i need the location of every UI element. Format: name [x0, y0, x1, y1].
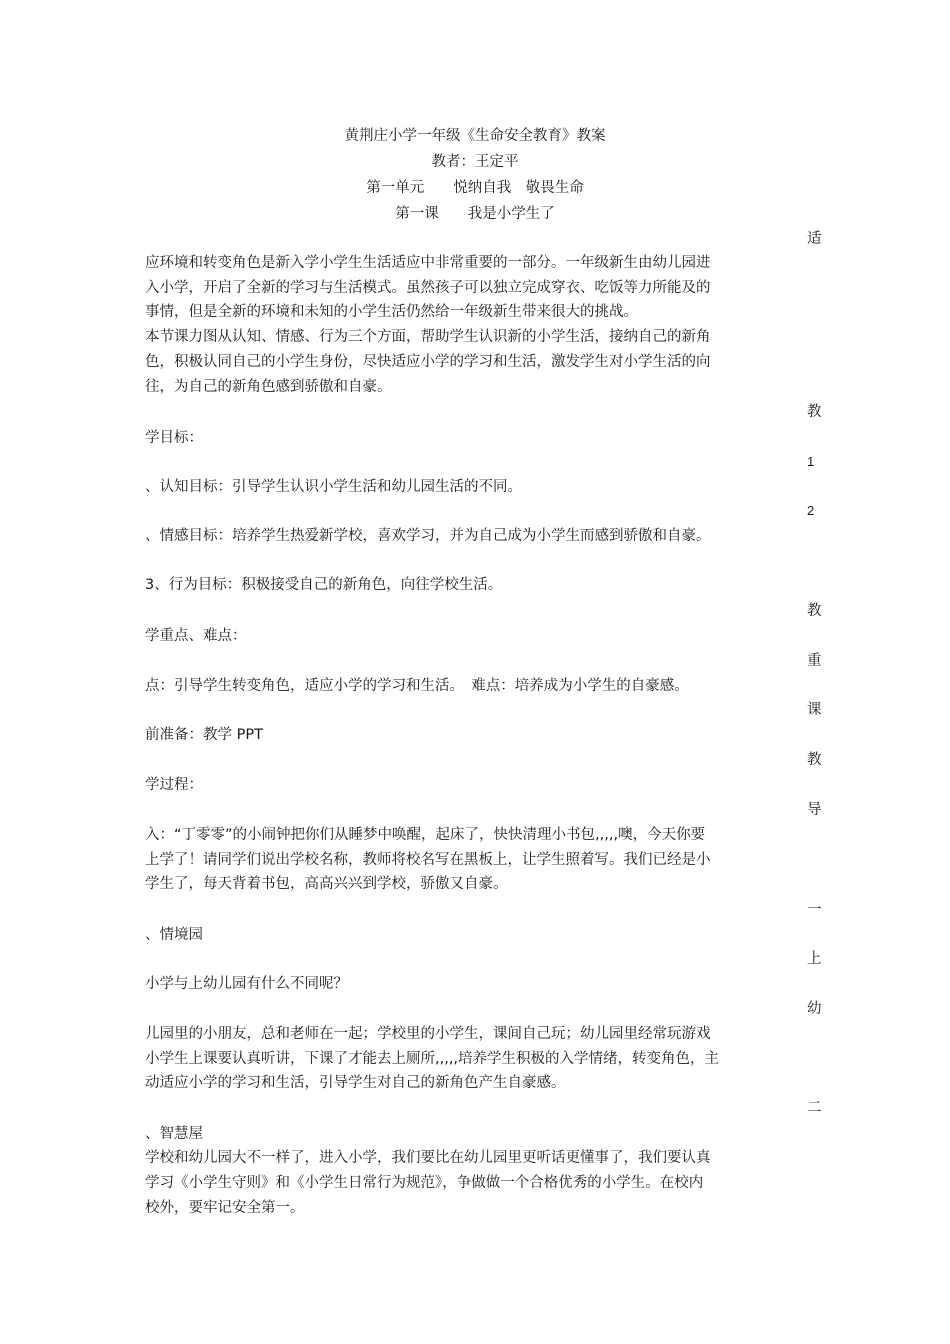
margin-char: 教 — [807, 404, 822, 420]
intro-line: 往，为自己的新角色感到骄傲和自豪。 — [145, 379, 392, 395]
margin-char: 重 — [807, 653, 822, 669]
margin-char: 二 — [807, 1100, 822, 1116]
answer-line: 动适应小学的学习和生活，引导学生对自己的新角色产生自豪感。 — [145, 1075, 566, 1091]
intro-line: 本节课力图从认知、情感、行为三个方面，帮助学生认识新的小学生活，接纳自己的新角 — [145, 329, 711, 345]
answer-line: 儿园里的小朋友，总和老师在一起；学校里的小学生，课间自己玩；幼儿园里经常玩游戏 — [145, 1026, 711, 1042]
goal-item: 、情感目标：培养学生热爱新学校，喜欢学习，并为自己成为小学生而感到骄傲和自豪。 — [145, 528, 711, 544]
document-title: 黄荆庄小学一年级《生命安全教育》教案 — [344, 128, 606, 144]
margin-char: 适 — [807, 231, 822, 247]
unit-heading: 第一单元 悦纳自我 敬畏生命 — [366, 180, 584, 196]
section-heading: 、智慧屋 — [145, 1126, 203, 1142]
goals-heading: 学目标： — [145, 430, 203, 446]
margin-number: 2 — [807, 503, 815, 518]
wisdom-line: 校外，要牢记安全第一。 — [145, 1200, 305, 1216]
section-heading: 、情境园 — [145, 927, 203, 943]
process-heading: 学过程： — [145, 777, 203, 793]
intro-line: 应环境和转变角色是新入学小学生生活适应中非常重要的一部分。一年级新生由幼儿园进 — [145, 255, 711, 271]
wisdom-line: 学校和幼儿园大不一样了，进入小学，我们要比在幼儿园里更听话更懂事了，我们要认真 — [145, 1150, 711, 1166]
margin-char: 一 — [807, 902, 822, 918]
margin-number: 1 — [807, 454, 815, 469]
lead-in-line: 学生了，每天背着书包，高高兴兴到学校，骄傲又自豪。 — [145, 876, 508, 892]
margin-char: 教 — [807, 752, 822, 768]
keypoints-text: 点：引导学生转变角色，适应小学的学习和生活。 难点：培养成为小学生的自豪感。 — [145, 678, 689, 694]
lesson-heading: 第一课 我是小学生了 — [395, 206, 555, 222]
keypoints-heading: 学重点、难点： — [145, 628, 247, 644]
lead-in-line: 入：“丁零零”的小闹钟把你们从睡梦中唤醒，起床了，快快清理小书包,,,,,噢，今天你要 — [145, 827, 706, 843]
intro-line: 入小学，开启了全新的学习与生活模式。虽然孩子可以独立完成穿衣、吃饭等力所能及的 — [145, 280, 711, 296]
intro-line: 事情，但是全新的环境和未知的小学生活仍然给一年级新生带来很大的挑战。 — [145, 304, 638, 320]
goal-item: 3、行为目标：积极接受自己的新角色，向往学校生活。 — [145, 577, 503, 593]
intro-line: 色，积极认同自己的小学生身份，尽快适应小学的学习和生活，激发学生对小学生活的向 — [145, 354, 711, 370]
wisdom-line: 学习《小学生守则》和《小学生日常行为规范》，争做做一个合格优秀的小学生。在校内 — [145, 1175, 704, 1191]
teacher-line: 教者：王定平 — [431, 154, 519, 170]
margin-char: 教 — [807, 603, 822, 619]
margin-char: 幼 — [807, 1001, 822, 1017]
margin-char: 上 — [807, 951, 822, 967]
goal-item: 、认知目标：引导学生认识小学生活和幼儿园生活的不同。 — [145, 479, 522, 495]
lead-in-line: 上学了！请同学们说出学校名称，教师将校名写在黑板上，让学生照着写。我们已经是小 — [145, 852, 711, 868]
margin-char: 课 — [807, 702, 822, 718]
answer-line: 小学生上课要认真听讲，下课了才能去上厕所,,,,,培养学生积极的入学情绪，转变角色，主 — [145, 1051, 720, 1067]
margin-char: 导 — [807, 802, 822, 818]
question-line: 小学与上幼儿园有什么不同呢？ — [145, 976, 348, 992]
preparation-line: 前准备：教学 PPT — [145, 727, 263, 743]
